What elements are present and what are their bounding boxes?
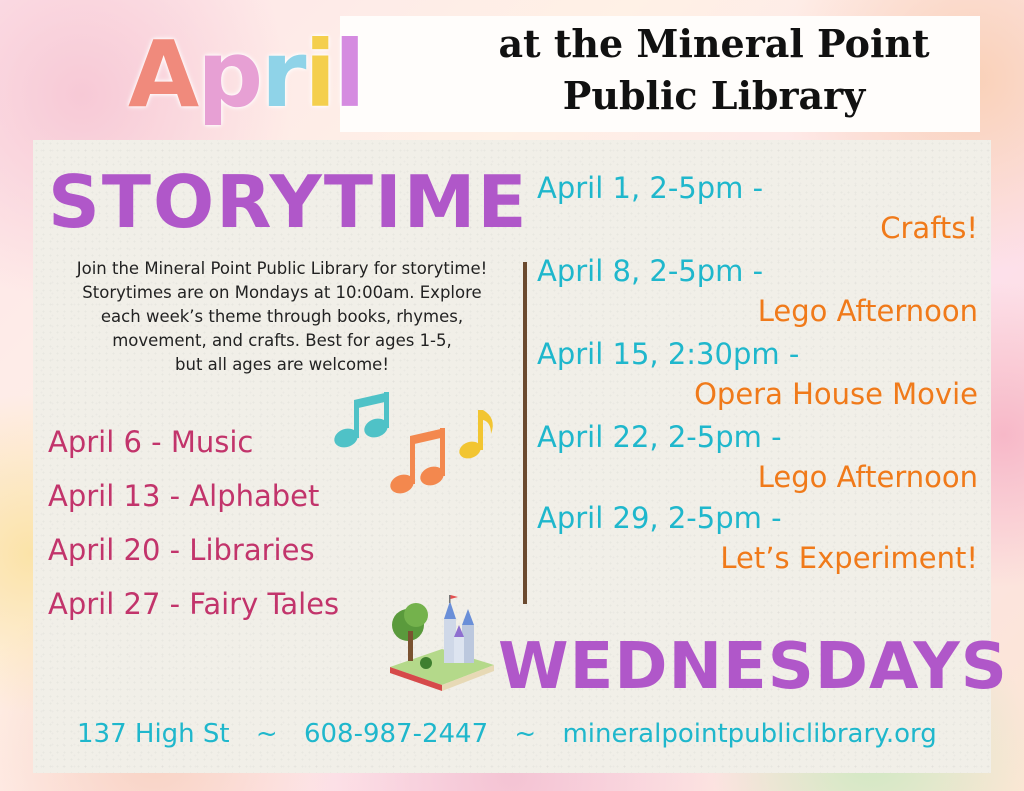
contact-footer — [77, 714, 957, 754]
phone-number: 608-987-2447 — [303, 719, 489, 749]
wednesday-activity: Let’s Experiment! — [720, 541, 978, 575]
storytime-description — [34, 257, 530, 377]
wednesday-date: April 1, 2-5pm - — [537, 171, 764, 205]
april-letter-i: i — [304, 21, 334, 128]
storytime-session: April 20 - Libraries — [48, 533, 315, 567]
wednesday-date: April 15, 2:30pm - — [537, 337, 800, 371]
fairy-tale-book-icon — [386, 585, 498, 697]
storytime-session: April 13 - Alphabet — [48, 479, 320, 513]
april-letter-l: l — [333, 21, 364, 128]
title-line-1: at the Mineral Point — [498, 21, 930, 66]
wednesday-activity: Crafts! — [880, 211, 978, 245]
april-heading — [128, 20, 364, 130]
column-divider — [523, 262, 527, 604]
wednesday-date: April 22, 2-5pm - — [537, 420, 782, 454]
separator: ~ — [514, 719, 537, 749]
april-letter-a: A — [128, 21, 198, 128]
april-letter-r: r — [261, 21, 305, 128]
intro-line: but all ages are welcome! — [175, 355, 389, 374]
address: 137 High St — [77, 719, 230, 749]
intro-line: Join the Mineral Point Public Library for storytime! — [76, 259, 488, 278]
library-title — [486, 18, 942, 122]
intro-line: each week’s theme through books, rhymes, — [100, 307, 464, 326]
music-notes-icon — [330, 388, 500, 498]
intro-line: Storytimes are on Mondays at 10:00am. Explore — [82, 283, 482, 302]
wednesday-activity: Opera House Movie — [694, 377, 978, 411]
wednesday-activity: Lego Afternoon — [757, 460, 978, 494]
separator: ~ — [255, 719, 278, 749]
website-link[interactable]: mineralpointpubliclibrary.org — [562, 719, 937, 749]
intro-line: movement, and crafts. Best for ages 1-5, — [112, 331, 452, 350]
wednesday-activity: Lego Afternoon — [757, 294, 978, 328]
wednesday-date: April 29, 2-5pm - — [537, 501, 782, 535]
storytime-session: April 6 - Music — [48, 425, 254, 459]
april-letter-p: p — [197, 21, 262, 128]
storytime-heading: STORYTIME — [48, 160, 529, 244]
storytime-session: April 27 - Fairy Tales — [48, 587, 340, 621]
wednesday-date: April 8, 2-5pm - — [537, 254, 764, 288]
title-line-2: Public Library — [562, 73, 866, 118]
wednesdays-heading: WEDNESDAYS — [498, 630, 1008, 704]
